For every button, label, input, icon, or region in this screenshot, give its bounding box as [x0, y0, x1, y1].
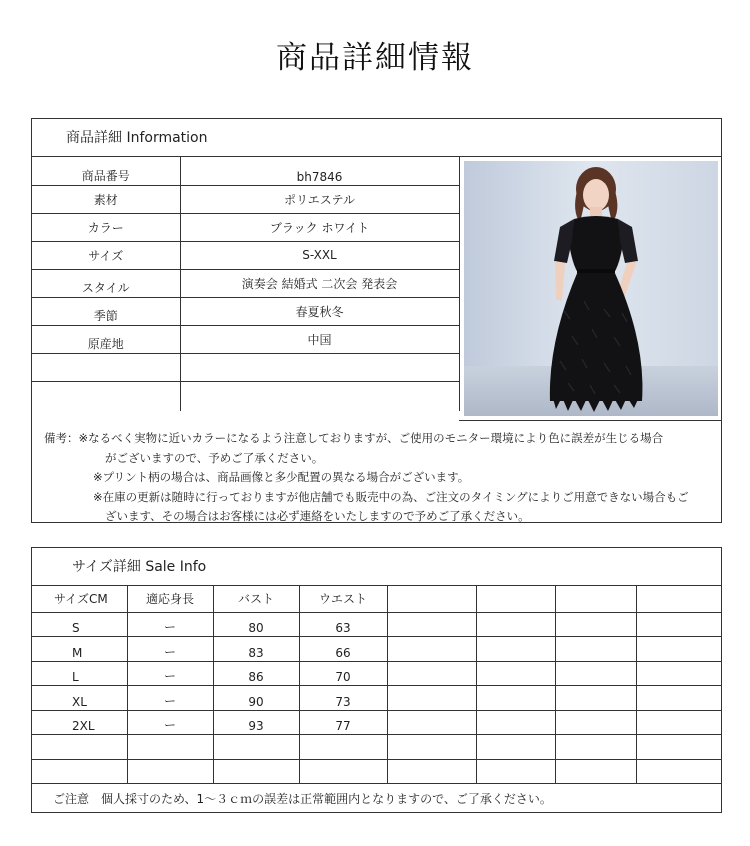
empty-cell [299, 759, 387, 784]
empty-cell [387, 612, 476, 637]
waist-cell: 63 [299, 612, 387, 637]
size-cell [32, 735, 127, 760]
table-row [32, 381, 459, 411]
table-row [32, 297, 459, 325]
size-details-heading: サイズ詳細 Sale Info [32, 548, 721, 586]
spec-label: 原産地 [32, 325, 180, 353]
spec-value [180, 353, 459, 381]
spec-label: スタイル [32, 269, 180, 297]
empty-cell [636, 661, 721, 686]
product-photo [464, 161, 718, 416]
size-cell: L [32, 661, 127, 686]
empty-cell [387, 710, 476, 735]
empty-cell [127, 735, 213, 760]
table-row [32, 661, 721, 686]
spec-value: 中国 [180, 325, 459, 353]
empty-cell [387, 661, 476, 686]
column-header [636, 586, 721, 612]
size-cell: S [32, 612, 127, 637]
size-cell [32, 759, 127, 784]
size-table [32, 586, 721, 784]
table-row [32, 612, 721, 637]
table-row [32, 353, 459, 381]
table-row [32, 157, 459, 185]
empty-cell [636, 686, 721, 711]
empty-cell [476, 759, 555, 784]
size-details-section [31, 547, 722, 813]
table-row [32, 759, 721, 784]
table-row [32, 735, 721, 760]
note-line: ※在庫の更新は随時に行っておりますが他店舗でも販売中の為、ご注文のタイミングによりご用意できない場合もご [93, 489, 689, 504]
empty-cell [476, 735, 555, 760]
empty-cell [636, 735, 721, 760]
empty-cell [476, 637, 555, 662]
note-line: がございますので、予めご了承ください。 [105, 450, 324, 465]
empty-cell [476, 710, 555, 735]
notes [32, 422, 721, 527]
table-row [32, 637, 721, 662]
spec-value: 演奏会 結婚式 二次会 発表会 [180, 269, 459, 297]
page-title: 商品詳細情報 [276, 40, 474, 76]
product-photo-cell [459, 157, 721, 421]
empty-cell [213, 759, 299, 784]
empty-cell [299, 735, 387, 760]
spec-value: ポリエステル [180, 185, 459, 213]
note-line: ※プリント柄の場合は、商品画像と多少配置の異なる場合がございます。 [93, 470, 470, 484]
note-line: ざいます、その場合はお客様には必ず連絡をいたしますので予めご了承ください。 [105, 509, 530, 523]
product-details-heading: 商品詳細 Information [32, 119, 721, 157]
height-cell: ー [127, 637, 213, 662]
empty-cell [476, 686, 555, 711]
empty-cell [636, 637, 721, 662]
bust-cell: 93 [213, 710, 299, 735]
height-cell: ー [127, 686, 213, 711]
bust-cell: 83 [213, 637, 299, 662]
empty-cell [213, 735, 299, 760]
spec-label: 素材 [32, 185, 180, 213]
table-row [32, 241, 459, 269]
column-header: 適応身長 [127, 586, 213, 612]
height-cell: ー [127, 710, 213, 735]
table-header-row [32, 586, 721, 612]
spec-label [32, 381, 180, 411]
empty-cell [387, 759, 476, 784]
empty-cell [387, 637, 476, 662]
waist-cell: 77 [299, 710, 387, 735]
table-row [32, 710, 721, 735]
empty-cell [555, 637, 636, 662]
product-spec-table [32, 157, 460, 411]
empty-cell [555, 612, 636, 637]
empty-cell [127, 759, 213, 784]
size-cell: XL [32, 686, 127, 711]
waist-cell: 70 [299, 661, 387, 686]
spec-label: サイズ [32, 241, 180, 269]
bust-cell: 90 [213, 686, 299, 711]
table-row [32, 325, 459, 353]
column-header: ウエスト [299, 586, 387, 612]
product-details-section [31, 118, 722, 523]
empty-cell [387, 735, 476, 760]
table-row [32, 686, 721, 711]
empty-cell [387, 686, 476, 711]
waist-cell: 73 [299, 686, 387, 711]
size-cell: 2XL [32, 710, 127, 735]
height-cell: ー [127, 661, 213, 686]
table-row [32, 213, 459, 241]
note-line: ※なるべく実物に近いカラーになるよう注意しておりますが、ご使用のモニター環境により色に誤差が生じる場合 [78, 431, 664, 445]
empty-cell [636, 612, 721, 637]
empty-cell [555, 686, 636, 711]
empty-cell [636, 759, 721, 784]
table-row [32, 269, 459, 297]
spec-label: カラー [32, 213, 180, 241]
height-cell: ー [127, 612, 213, 637]
size-footnote: ご注意 個人採寸のため、1～３ｃｍの誤差は正常範囲内となりますので、ご了承ください。 [53, 792, 552, 806]
notes-prefix: 備考： [44, 431, 79, 445]
bust-cell: 86 [213, 661, 299, 686]
spec-label [32, 353, 180, 381]
empty-cell [476, 661, 555, 686]
table-row [32, 185, 459, 213]
bust-cell: 80 [213, 612, 299, 637]
spec-value [180, 381, 459, 411]
spec-value: 春夏秋冬 [180, 297, 459, 325]
empty-cell [555, 759, 636, 784]
column-header: サイズCM [32, 586, 127, 612]
spec-value: ブラック ホワイト [180, 213, 459, 241]
waist-cell: 66 [299, 637, 387, 662]
empty-cell [555, 710, 636, 735]
empty-cell [636, 710, 721, 735]
column-header [555, 586, 636, 612]
empty-cell [555, 735, 636, 760]
empty-cell [555, 661, 636, 686]
spec-value: S-XXL [180, 241, 459, 269]
spec-label: 商品番号 [32, 157, 180, 185]
spec-label: 季節 [32, 297, 180, 325]
empty-cell [476, 612, 555, 637]
column-header [476, 586, 555, 612]
column-header [387, 586, 476, 612]
column-header: バスト [213, 586, 299, 612]
spec-value: bh7846 [180, 157, 459, 185]
size-cell: M [32, 637, 127, 662]
